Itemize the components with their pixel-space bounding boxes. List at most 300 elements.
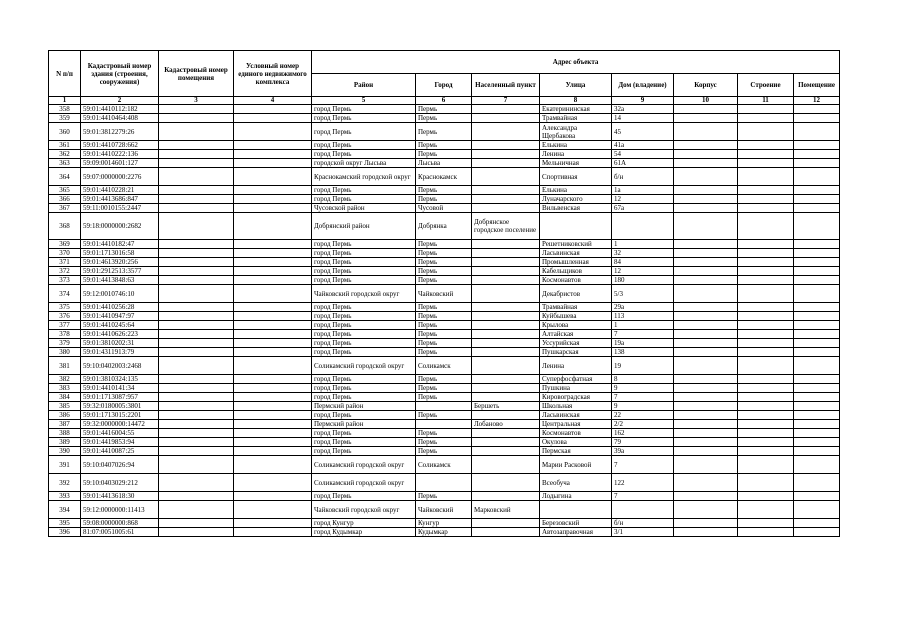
row-number: 365 <box>49 186 81 195</box>
structure-cell <box>738 420 794 429</box>
building-cell <box>674 204 738 213</box>
cadastral-number: 59:07:0000000:2276 <box>81 168 159 186</box>
conditional-number-cell <box>234 150 312 159</box>
conditional-number-cell <box>234 429 312 438</box>
column-number: 6 <box>416 97 472 105</box>
building-cell <box>674 501 738 519</box>
table-row <box>49 339 840 348</box>
structure-cell <box>738 357 794 375</box>
district-cell: город Пермь <box>312 411 416 420</box>
district-cell: город Пермь <box>312 330 416 339</box>
structure-cell <box>738 249 794 258</box>
district-cell: Чайковский городской округ <box>312 285 416 303</box>
cadastral-number: 59:32:0180005:3801 <box>81 402 159 411</box>
settlement-cell: Добрянское городское поселение <box>472 213 540 240</box>
structure-cell <box>738 411 794 420</box>
conditional-number-cell <box>234 492 312 501</box>
conditional-number-cell <box>234 213 312 240</box>
street-cell: Кабельщиков <box>540 267 612 276</box>
table-row <box>49 357 840 375</box>
table-row <box>49 303 840 312</box>
street-cell: Елькина <box>540 141 612 150</box>
structure-cell <box>738 312 794 321</box>
structure-cell <box>738 519 794 528</box>
settlement-cell <box>472 267 540 276</box>
structure-cell <box>738 105 794 114</box>
room-cadastral-cell <box>159 492 234 501</box>
room-cadastral-cell <box>159 285 234 303</box>
building-cell <box>674 240 738 249</box>
cadastral-number: 59:18:0000000:2682 <box>81 213 159 240</box>
row-number: 372 <box>49 267 81 276</box>
settlement-cell <box>472 321 540 330</box>
house-cell: 138 <box>612 348 674 357</box>
table-row <box>49 249 840 258</box>
row-number: 384 <box>49 393 81 402</box>
street-cell <box>540 213 612 240</box>
structure-cell <box>738 240 794 249</box>
conditional-number-cell <box>234 123 312 141</box>
room-cadastral-cell <box>159 150 234 159</box>
district-cell: город Пермь <box>312 267 416 276</box>
room-cadastral-cell <box>159 501 234 519</box>
row-number: 359 <box>49 114 81 123</box>
register-table <box>48 50 840 537</box>
building-cell <box>674 438 738 447</box>
cadastral-number: 59:01:4410245:64 <box>81 321 159 330</box>
settlement-cell <box>472 249 540 258</box>
building-cell <box>674 321 738 330</box>
room-cadastral-cell <box>159 456 234 474</box>
street-cell: Екатерининская <box>540 105 612 114</box>
conditional-number-cell <box>234 312 312 321</box>
settlement-cell <box>472 195 540 204</box>
house-cell: б/н <box>612 168 674 186</box>
settlement-cell <box>472 123 540 141</box>
structure-cell <box>738 375 794 384</box>
room-cell <box>794 492 840 501</box>
district-cell: Соликамский городской округ <box>312 357 416 375</box>
cadastral-number: 59:01:3812279:26 <box>81 123 159 141</box>
street-cell: Решетниковский <box>540 240 612 249</box>
district-cell: город Пермь <box>312 114 416 123</box>
room-cadastral-cell <box>159 186 234 195</box>
row-number: 371 <box>49 258 81 267</box>
room-cadastral-cell <box>159 312 234 321</box>
table-row <box>49 114 840 123</box>
room-cell <box>794 339 840 348</box>
conditional-number-cell <box>234 267 312 276</box>
city-cell: Пермь <box>416 429 472 438</box>
house-cell: 2/2 <box>612 420 674 429</box>
city-cell: Соликамск <box>416 456 472 474</box>
district-cell: город Пермь <box>312 339 416 348</box>
room-cadastral-cell <box>159 321 234 330</box>
settlement-cell <box>472 447 540 456</box>
cadastral-number: 59:12:0010746:10 <box>81 285 159 303</box>
house-cell: 14 <box>612 114 674 123</box>
street-cell: Крылова <box>540 321 612 330</box>
table-row <box>49 438 840 447</box>
header-house: Дом (владение) <box>612 74 674 97</box>
house-cell: 54 <box>612 150 674 159</box>
structure-cell <box>738 456 794 474</box>
street-cell: Автозаправочная <box>540 528 612 537</box>
settlement-cell <box>472 105 540 114</box>
room-cell <box>794 258 840 267</box>
city-cell: Пермь <box>416 393 472 402</box>
street-cell: Ленина <box>540 150 612 159</box>
room-cadastral-cell <box>159 438 234 447</box>
row-number: 389 <box>49 438 81 447</box>
building-cell <box>674 411 738 420</box>
room-cadastral-cell <box>159 402 234 411</box>
row-number: 381 <box>49 357 81 375</box>
row-number: 376 <box>49 312 81 321</box>
table-row <box>49 321 840 330</box>
street-cell: Космонавтов <box>540 276 612 285</box>
district-cell: город Пермь <box>312 303 416 312</box>
room-cadastral-cell <box>159 330 234 339</box>
header-structure: Строение <box>738 74 794 97</box>
settlement-cell <box>472 411 540 420</box>
header-address: Адрес объекта <box>312 51 840 74</box>
row-number: 360 <box>49 123 81 141</box>
house-cell: 162 <box>612 429 674 438</box>
city-cell: Пермь <box>416 150 472 159</box>
row-number: 379 <box>49 339 81 348</box>
conditional-number-cell <box>234 105 312 114</box>
house-cell <box>612 501 674 519</box>
cadastral-number: 59:12:0000000:11413 <box>81 501 159 519</box>
header-room: Помещение <box>794 74 840 97</box>
city-cell: Краснокамск <box>416 168 472 186</box>
conditional-number-cell <box>234 420 312 429</box>
district-cell: город Пермь <box>312 150 416 159</box>
street-cell: Трамвайная <box>540 114 612 123</box>
building-cell <box>674 348 738 357</box>
street-cell: Суперфосфатная <box>540 375 612 384</box>
room-cadastral-cell <box>159 429 234 438</box>
settlement-cell <box>472 258 540 267</box>
building-cell <box>674 186 738 195</box>
street-cell: Кировоградская <box>540 393 612 402</box>
city-cell: Пермь <box>416 303 472 312</box>
cadastral-number: 59:01:4410087:25 <box>81 447 159 456</box>
settlement-cell <box>472 159 540 168</box>
row-number: 388 <box>49 429 81 438</box>
conditional-number-cell <box>234 204 312 213</box>
district-cell: город Пермь <box>312 105 416 114</box>
table-row <box>49 348 840 357</box>
structure-cell <box>738 384 794 393</box>
room-cell <box>794 186 840 195</box>
city-cell: Пермь <box>416 249 472 258</box>
district-cell: город Пермь <box>312 249 416 258</box>
city-cell: Пермь <box>416 384 472 393</box>
settlement-cell <box>472 168 540 186</box>
row-number: 367 <box>49 204 81 213</box>
cadastral-number: 59:01:4413686:847 <box>81 195 159 204</box>
city-cell: Пермь <box>416 348 472 357</box>
settlement-cell <box>472 438 540 447</box>
room-cell <box>794 213 840 240</box>
street-cell: Всеобуча <box>540 474 612 492</box>
settlement-cell <box>472 141 540 150</box>
city-cell: Пермь <box>416 114 472 123</box>
row-number: 369 <box>49 240 81 249</box>
district-cell: город Пермь <box>312 492 416 501</box>
room-cell <box>794 114 840 123</box>
room-cadastral-cell <box>159 267 234 276</box>
structure-cell <box>738 528 794 537</box>
house-cell: 1а <box>612 186 674 195</box>
building-cell <box>674 402 738 411</box>
cadastral-number: 59:32:0000000:14472 <box>81 420 159 429</box>
room-cadastral-cell <box>159 519 234 528</box>
row-number: 378 <box>49 330 81 339</box>
room-cadastral-cell <box>159 204 234 213</box>
cadastral-number: 59:01:4410182:47 <box>81 240 159 249</box>
structure-cell <box>738 303 794 312</box>
cadastral-number: 59:01:1713087:957 <box>81 393 159 402</box>
district-cell: город Пермь <box>312 375 416 384</box>
conditional-number-cell <box>234 186 312 195</box>
row-number: 370 <box>49 249 81 258</box>
district-cell: Пермский район <box>312 402 416 411</box>
table-row <box>49 168 840 186</box>
row-number: 364 <box>49 168 81 186</box>
house-cell: 113 <box>612 312 674 321</box>
building-cell <box>674 312 738 321</box>
row-number: 363 <box>49 159 81 168</box>
building-cell <box>674 195 738 204</box>
district-cell: город Пермь <box>312 348 416 357</box>
district-cell: город Пермь <box>312 195 416 204</box>
conditional-number-cell <box>234 276 312 285</box>
district-cell: город Пермь <box>312 141 416 150</box>
room-cadastral-cell <box>159 258 234 267</box>
room-cadastral-cell <box>159 357 234 375</box>
house-cell: 12 <box>612 195 674 204</box>
room-cadastral-cell <box>159 249 234 258</box>
house-cell: 7 <box>612 393 674 402</box>
street-cell: Вильвенская <box>540 204 612 213</box>
cadastral-number: 59:01:4410222:136 <box>81 150 159 159</box>
table-row <box>49 429 840 438</box>
structure-cell <box>738 168 794 186</box>
settlement-cell <box>472 384 540 393</box>
cadastral-number: 59:01:4410626:223 <box>81 330 159 339</box>
room-cell <box>794 456 840 474</box>
cadastral-number: 59:09:0014601:127 <box>81 159 159 168</box>
house-cell: 180 <box>612 276 674 285</box>
conditional-number-cell <box>234 159 312 168</box>
city-cell: Пермь <box>416 438 472 447</box>
district-cell: Чайковский городской округ <box>312 501 416 519</box>
street-cell: Спортивная <box>540 168 612 186</box>
settlement-cell <box>472 339 540 348</box>
district-cell: Соликамский городской округ <box>312 474 416 492</box>
table-body <box>49 105 840 537</box>
column-number: 1 <box>49 97 81 105</box>
building-cell <box>674 339 738 348</box>
district-cell: Соликамский городской округ <box>312 456 416 474</box>
cadastral-number: 59:01:1713015:2201 <box>81 411 159 420</box>
table-row <box>49 258 840 267</box>
table-row <box>49 528 840 537</box>
street-cell: Елькина <box>540 186 612 195</box>
room-cell <box>794 141 840 150</box>
table-row <box>49 420 840 429</box>
room-cell <box>794 105 840 114</box>
room-cell <box>794 393 840 402</box>
row-number: 380 <box>49 348 81 357</box>
district-cell: Добрянский район <box>312 213 416 240</box>
house-cell: 22 <box>612 411 674 420</box>
street-cell: Александра Щербакова <box>540 123 612 141</box>
row-number: 393 <box>49 492 81 501</box>
district-cell: город Пермь <box>312 186 416 195</box>
city-cell: Пермь <box>416 330 472 339</box>
street-cell: Марии Расковой <box>540 456 612 474</box>
room-cadastral-cell <box>159 276 234 285</box>
conditional-number-cell <box>234 330 312 339</box>
house-cell: 29а <box>612 303 674 312</box>
cadastral-number: 59:10:0402003:2468 <box>81 357 159 375</box>
building-cell <box>674 429 738 438</box>
table-row <box>49 519 840 528</box>
conditional-number-cell <box>234 411 312 420</box>
street-cell: Космонавтов <box>540 429 612 438</box>
room-cell <box>794 276 840 285</box>
house-cell: б/н <box>612 519 674 528</box>
street-cell: Уссурийская <box>540 339 612 348</box>
house-cell: 32а <box>612 105 674 114</box>
table-row <box>49 492 840 501</box>
column-number: 2 <box>81 97 159 105</box>
settlement-cell <box>472 303 540 312</box>
settlement-cell <box>472 492 540 501</box>
street-cell: Окулова <box>540 438 612 447</box>
room-cell <box>794 195 840 204</box>
house-cell: 12 <box>612 267 674 276</box>
column-number: 11 <box>738 97 794 105</box>
row-number: 377 <box>49 321 81 330</box>
conditional-number-cell <box>234 114 312 123</box>
room-cell <box>794 330 840 339</box>
city-cell: Чусовой <box>416 204 472 213</box>
building-cell <box>674 150 738 159</box>
structure-cell <box>738 276 794 285</box>
table-row <box>49 375 840 384</box>
building-cell <box>674 141 738 150</box>
building-cell <box>674 375 738 384</box>
room-cadastral-cell <box>159 411 234 420</box>
cadastral-number: 59:01:1713016:58 <box>81 249 159 258</box>
structure-cell <box>738 159 794 168</box>
room-cell <box>794 411 840 420</box>
row-number: 373 <box>49 276 81 285</box>
row-number: 392 <box>49 474 81 492</box>
room-cadastral-cell <box>159 114 234 123</box>
building-cell <box>674 420 738 429</box>
city-cell: Соликамск <box>416 357 472 375</box>
cadastral-number: 59:01:4613920:256 <box>81 258 159 267</box>
street-cell: Березовский <box>540 519 612 528</box>
structure-cell <box>738 447 794 456</box>
row-number: 358 <box>49 105 81 114</box>
room-cadastral-cell <box>159 141 234 150</box>
row-number: 368 <box>49 213 81 240</box>
house-cell: 122 <box>612 474 674 492</box>
house-cell: 45 <box>612 123 674 141</box>
district-cell: город Пермь <box>312 393 416 402</box>
house-cell: 84 <box>612 258 674 267</box>
street-cell: Луначарского <box>540 195 612 204</box>
table-row <box>49 447 840 456</box>
settlement-cell <box>472 204 540 213</box>
city-cell: Пермь <box>416 375 472 384</box>
room-cell <box>794 519 840 528</box>
row-number: 374 <box>49 285 81 303</box>
conditional-number-cell <box>234 402 312 411</box>
column-number: 4 <box>234 97 312 105</box>
structure-cell <box>738 195 794 204</box>
room-cell <box>794 123 840 141</box>
building-cell <box>674 285 738 303</box>
settlement-cell: Лобаново <box>472 420 540 429</box>
city-cell: Пермь <box>416 258 472 267</box>
house-cell: 79 <box>612 438 674 447</box>
cadastral-number: 59:01:3810324:135 <box>81 375 159 384</box>
cadastral-number: 59:01:2912513:3577 <box>81 267 159 276</box>
structure-cell <box>738 492 794 501</box>
conditional-number-cell <box>234 384 312 393</box>
structure-cell <box>738 348 794 357</box>
street-cell: Декабристов <box>540 285 612 303</box>
city-cell <box>416 420 472 429</box>
district-cell: город Пермь <box>312 438 416 447</box>
room-cell <box>794 384 840 393</box>
city-cell: Пермь <box>416 411 472 420</box>
house-cell: 3/1 <box>612 528 674 537</box>
settlement-cell <box>472 348 540 357</box>
city-cell: Пермь <box>416 123 472 141</box>
column-number: 8 <box>540 97 612 105</box>
row-number: 383 <box>49 384 81 393</box>
building-cell <box>674 168 738 186</box>
cadastral-number: 59:01:4410141:34 <box>81 384 159 393</box>
house-cell: 1 <box>612 240 674 249</box>
city-cell: Добрянка <box>416 213 472 240</box>
room-cell <box>794 150 840 159</box>
table-row <box>49 105 840 114</box>
district-cell: Чусовской район <box>312 204 416 213</box>
house-cell: 67а <box>612 204 674 213</box>
room-cell <box>794 501 840 519</box>
building-cell <box>674 357 738 375</box>
building-cell <box>674 474 738 492</box>
table-row <box>49 204 840 213</box>
street-cell: Ленина <box>540 357 612 375</box>
settlement-cell <box>472 312 540 321</box>
building-cell <box>674 303 738 312</box>
building-cell <box>674 276 738 285</box>
building-cell <box>674 519 738 528</box>
table-row <box>49 141 840 150</box>
structure-cell <box>738 339 794 348</box>
